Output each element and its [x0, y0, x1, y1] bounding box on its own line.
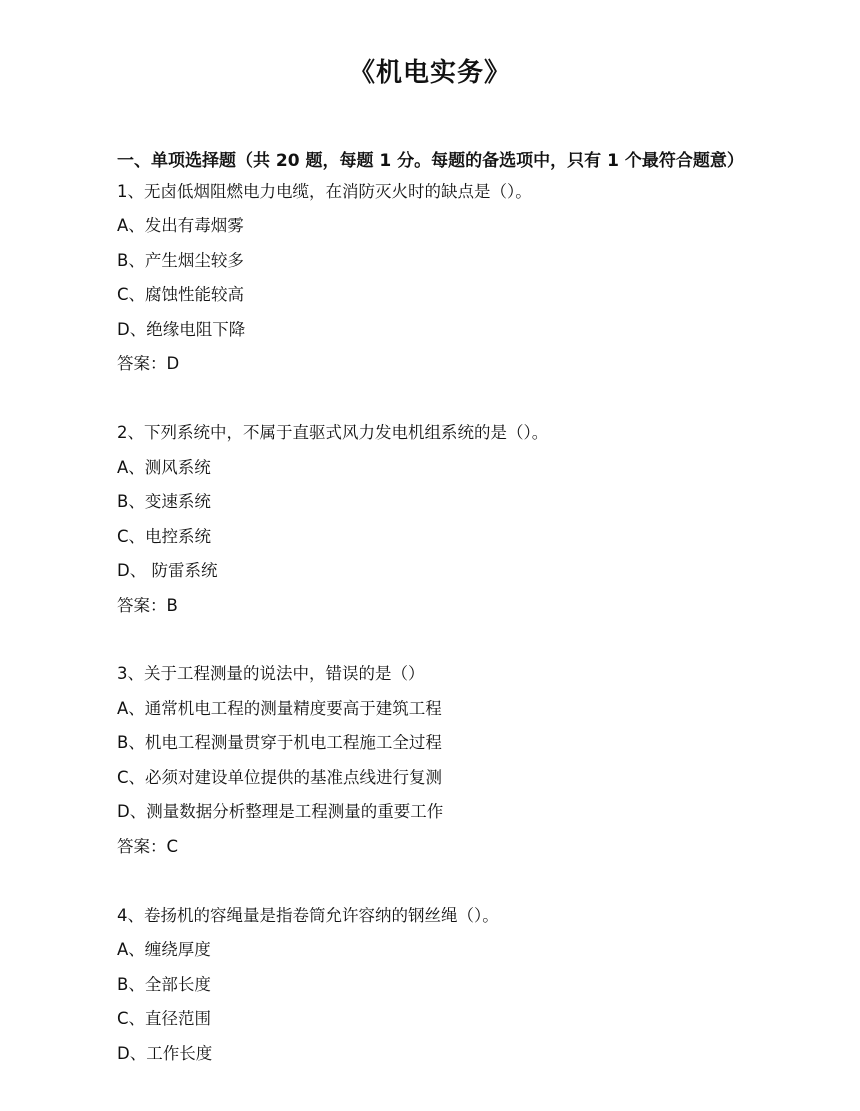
answer-line: 答案：C — [117, 837, 179, 856]
option-c: C、必须对建设单位提供的基准点线进行复测 — [117, 768, 443, 787]
option-a: A、通常机电工程的测量精度要高于建筑工程 — [117, 699, 442, 718]
option-c: C、腐蚀性能较高 — [117, 285, 245, 304]
answer-line: 答案：D — [117, 354, 180, 373]
option-b: B、机电工程测量贯穿于机电工程施工全过程 — [117, 733, 442, 752]
question-stem: 1、无卤低烟阻燃电力电缆，在消防灭火时的缺点是（）。 — [117, 182, 532, 201]
question-stem: 3、关于工程测量的说法中，错误的是（） — [117, 664, 425, 683]
section-heading: 一、单项选择题（共 20 题，每题 1 分。每题的备选项中，只有 1 个最符合题意） — [117, 151, 744, 171]
option-b: B、产生烟尘较多 — [117, 251, 244, 270]
answer-line: 答案：B — [117, 596, 178, 615]
option-c: C、电控系统 — [117, 527, 212, 546]
option-a: A、测风系统 — [117, 458, 211, 477]
option-d: D、绝缘电阻下降 — [117, 320, 246, 339]
question-stem: 2、下列系统中，不属于直驱式风力发电机组系统的是（）。 — [117, 423, 549, 442]
option-b: B、全部长度 — [117, 975, 211, 994]
option-d: D、 防雷系统 — [117, 561, 218, 580]
question-stem: 4、卷扬机的容绳量是指卷筒允许容纳的钢丝绳（）。 — [117, 906, 499, 925]
option-a: A、缠绕厚度 — [117, 940, 211, 959]
document-title: 《机电实务》 — [348, 58, 511, 88]
option-d: D、工作长度 — [117, 1044, 213, 1063]
option-d: D、测量数据分析整理是工程测量的重要工作 — [117, 802, 444, 821]
option-c: C、直径范围 — [117, 1009, 212, 1028]
option-b: B、变速系统 — [117, 492, 211, 511]
option-a: A、发出有毒烟雾 — [117, 216, 244, 235]
